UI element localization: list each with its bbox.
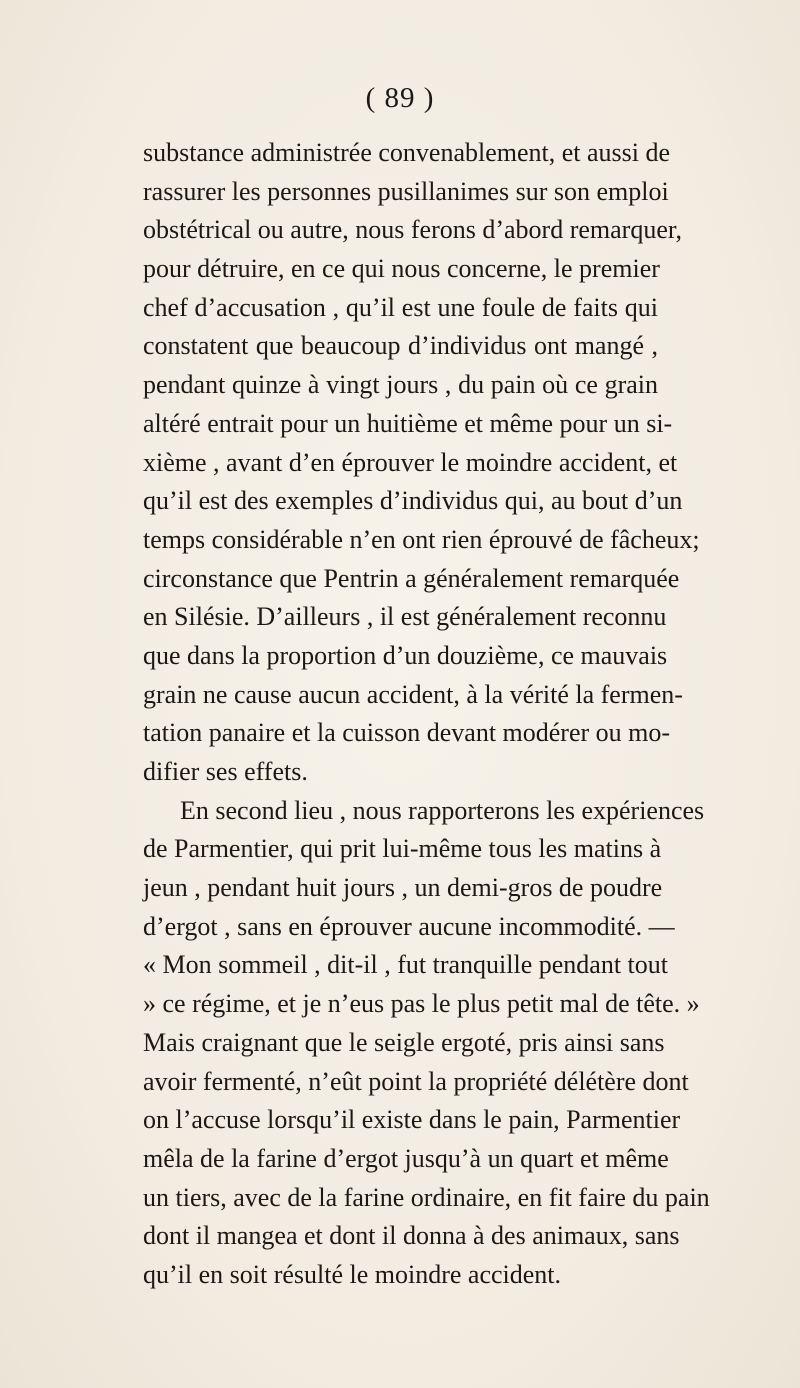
text-line: on l’accuse lorsqu’il existe dans le pain, Parmentier xyxy=(143,1105,681,1135)
body-text xyxy=(143,134,710,1295)
text-line: rassurer les personnes pusillanimes sur son emploi xyxy=(143,176,669,206)
text-line: dont il mangea et dont il donna à des animaux, sans xyxy=(143,1221,680,1251)
page-number: ( 89 ) xyxy=(365,82,435,114)
text-line: que dans la proportion d’un douzième, ce mauvais xyxy=(143,640,668,670)
text-line: constatent que beaucoup d’individus ont mangé , xyxy=(143,331,658,361)
text-line: » ce régime, et je n’eus pas le plus petit mal de tête. » xyxy=(143,989,700,1019)
text-line: qu’il en soit résulté le moindre accident. xyxy=(143,1259,562,1289)
text-line: qu’il est des exemples d’individus qui, au bout d’un xyxy=(143,486,683,516)
text-line: temps considérable n’en ont rien éprouvé de fâcheux; xyxy=(143,524,700,554)
text-line: tation panaire et la cuisson devant modérer ou mo- xyxy=(143,718,671,748)
text-line: difier ses effets. xyxy=(143,757,308,786)
text-line: jeun , pendant huit jours , un demi-gros de poudre xyxy=(143,873,663,903)
text-line: circonstance que Pentrin a généralement remarquée xyxy=(143,563,680,593)
text-line: obstétrical ou autre, nous ferons d’abord remarquer, xyxy=(143,215,682,245)
text-line: « Mon sommeil , dit-il , fut tranquille pendant tout xyxy=(143,950,668,980)
text-line: xième , avant d’en éprouver le moindre accident, et xyxy=(143,447,678,477)
text-line: de Parmentier, qui prit lui-même tous les matins à xyxy=(143,834,662,864)
text-line: avoir fermenté, n’eût point la propriété délétère dont xyxy=(143,1066,689,1096)
text-line: pour détruire, en ce qui nous concerne, le premier xyxy=(143,254,660,284)
text-line: d’ergot , sans en éprouver aucune incommodité. — xyxy=(143,911,675,941)
text-line: un tiers, avec de la farine ordinaire, en fit faire du pain xyxy=(143,1182,710,1212)
text-line: pendant quinze à vingt jours , du pain où ce grain xyxy=(143,370,658,400)
text-line: En second lieu , nous rapporterons les expériences xyxy=(180,795,705,825)
text-line: altéré entrait pour un huitième et même pour un si- xyxy=(143,408,673,438)
text-line: mêla de la farine d’ergot jusqu’à un quart et même xyxy=(143,1143,669,1173)
text-line: substance administrée convenablement, et aussi de xyxy=(143,138,671,167)
text-line: chef d’accusation , qu’il est une foule de faits qui xyxy=(143,292,658,322)
text-line: en Silésie. D’ailleurs , il est généralement reconnu xyxy=(143,602,667,632)
text-line: grain ne cause aucun accident, à la vérité la fermen- xyxy=(143,679,683,709)
text-line: Mais craignant que le seigle ergoté, pris ainsi sans xyxy=(143,1027,665,1057)
